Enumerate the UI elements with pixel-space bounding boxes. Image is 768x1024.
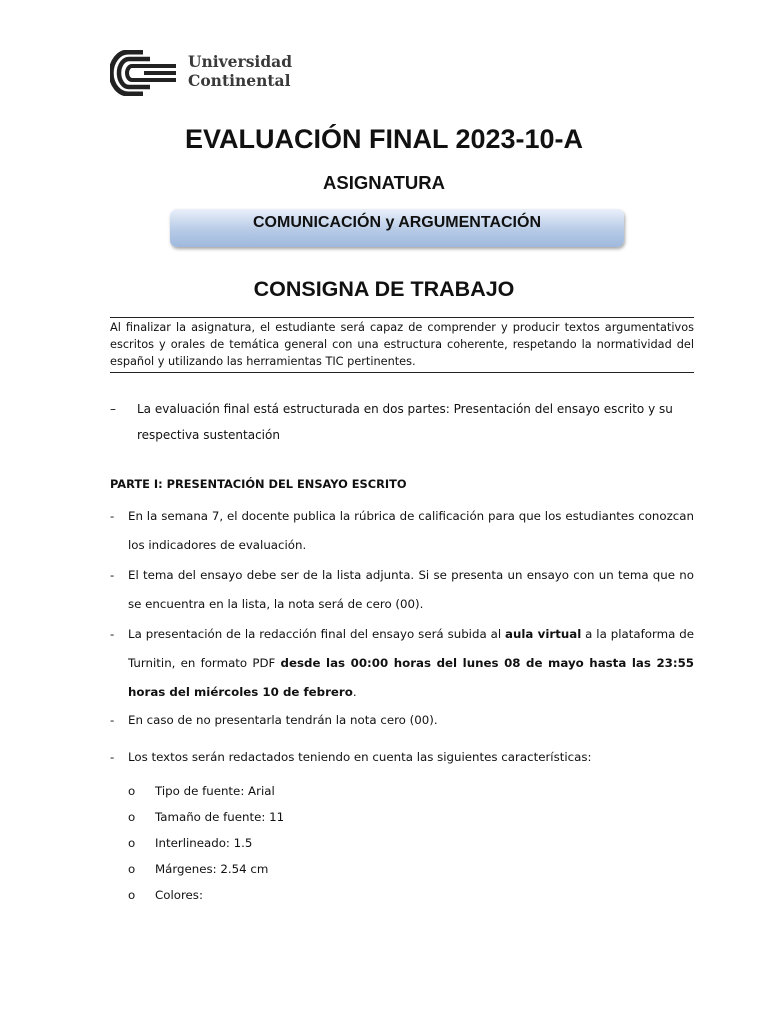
list-item-text: El tema del ensayo debe ser de la lista adjunta. Si se presenta un ensayo con un tema que no se encuentra en la lista, la nota será de cero (00). (128, 568, 694, 611)
text-run: . (352, 685, 357, 699)
list-marker: - (110, 509, 115, 523)
subject-label: ASIGNATURA (323, 172, 445, 193)
list-item (110, 743, 694, 772)
list-item-text: Los textos serán redactados teniendo en cuenta las siguientes características: (128, 750, 592, 764)
list-item (110, 706, 694, 735)
university-logo (110, 50, 295, 100)
list-marker: – (110, 402, 116, 416)
intro-item (110, 396, 694, 448)
list-item (110, 620, 694, 707)
intro-text: La evaluación final está estructurada en dos partes: Presentación del ensayo escrito y su respectiva sustentación (137, 402, 673, 442)
characteristic-text: Tamaño de fuente: 11 (155, 810, 285, 824)
course-name-banner: COMUNICACIÓN y ARGUMENTACIÓN (170, 209, 624, 247)
list-marker: - (110, 568, 115, 582)
section-title: CONSIGNA DE TRABAJO (253, 277, 515, 301)
logo-line-1: Universidad (188, 52, 293, 71)
characteristic-text: Interlineado: 1.5 (155, 836, 253, 850)
bullet-marker: o (128, 836, 136, 850)
list-item-text: En caso de no presentarla tendrán la nota cero (00). (128, 713, 438, 727)
list-item-text: En la semana 7, el docente publica la rúbrica de calificación para que los estudiantes conozcan los indicadores de evaluación. (128, 509, 694, 552)
logo-mark-icon (110, 50, 180, 96)
aula-virtual-text: aula virtual (505, 627, 582, 641)
list-marker: - (110, 750, 115, 764)
logo-line-2: Continental (188, 71, 291, 90)
list-marker: - (110, 713, 115, 727)
characteristic-text: Colores: (155, 888, 203, 902)
list-item (110, 502, 694, 560)
characteristic-text: Márgenes: 2.54 cm (155, 862, 269, 876)
logo-wordmark (188, 52, 292, 90)
bullet-marker: o (128, 862, 136, 876)
list-item-text (128, 620, 694, 707)
deadline-text: desde las 00:00 horas del lunes 08 de mayo hasta las 23:55 horas del miércoles 10 de febrero (128, 656, 694, 699)
text-run: a la plataforma de Turnitin, en formato PDF (128, 627, 694, 670)
competence-statement: Al finalizar la asignatura, el estudiante será capaz de comprender y producir textos argumentativos escritos y orales de temática general con una estructura coherente, respetando la normatividad del español y utilizando las herramientas TIC pertinentes. (110, 317, 694, 373)
list-marker: - (110, 627, 115, 641)
text-run: La presentación de la redacción final del ensayo será subida al (128, 627, 506, 641)
bullet-marker: o (128, 784, 136, 798)
part-heading: PARTE I: PRESENTACIÓN DEL ENSAYO ESCRITO (110, 477, 407, 491)
bullet-marker: o (128, 810, 136, 824)
bullet-marker: o (128, 888, 136, 902)
list-item (110, 561, 694, 619)
page-title: EVALUACIÓN FINAL 2023-10-A (184, 124, 584, 154)
characteristic-text: Tipo de fuente: Arial (155, 784, 275, 798)
